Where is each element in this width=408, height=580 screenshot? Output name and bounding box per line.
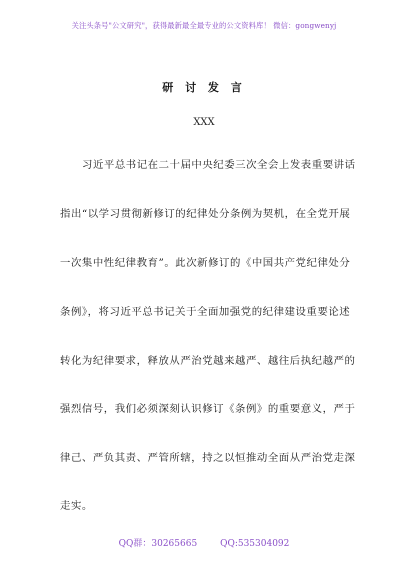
footer-contact [0,536,408,549]
qq-number-text: QQ:535304092 [220,539,290,549]
paragraph-line: 律己、严负其责、严管所辖，持之以恒推动全面从严治党走深 [60,452,356,464]
paragraph-line: 指出“以学习贯彻新修订的纪律处分条例为契机，在全党开展 [60,208,351,220]
paragraph-line: 习近平总书记在二十届中央纪委三次全会上发表重要讲话 [82,159,356,171]
document-title: 研 讨 发 言 [162,81,246,94]
paragraph-line: 强烈信号，我们必须深刻认识修订《条例》的重要意义，严于 [60,403,356,415]
paragraph-line: 走实。 [60,500,93,512]
paragraph-line: 一次集中性纪律教育”。此次新修订的《中国共产党纪律处分 [60,257,351,269]
paragraph-line: 转化为纪律要求，释放从严治党越来越严、越往后执纪越严的 [60,355,356,367]
header-notice: 关注头条号"公文研究"，获得最新最全最专业的公文资料库！ 微信：gongwenyj [71,21,337,30]
qq-group-text: QQ群：30265665 [118,539,198,549]
document-author: XXX [193,117,215,128]
paragraph-line: 条例》，将习近平总书记关于全面加强党的纪律建设重要论述 [60,306,351,318]
